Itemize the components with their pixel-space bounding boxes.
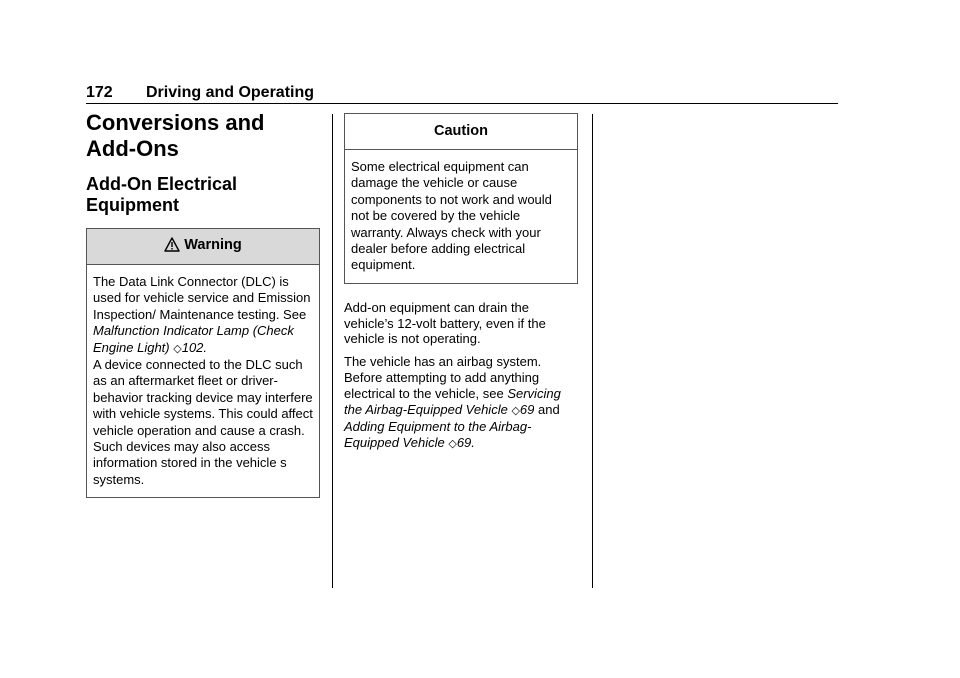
warning-box [86, 228, 320, 498]
and-word: and [538, 401, 560, 417]
column-divider-right [592, 114, 593, 588]
paragraph-battery: Add-on equipment can drain the vehicle’s 12-volt battery, even if the vehicle is not operating. [344, 299, 546, 347]
caution-body [345, 150, 577, 283]
paragraph-airbag: The vehicle has an airbag system. Before attempting to add anything electrical to the vehicle, see Servicing the Airbag-Equipped Vehicle ◇69 and Adding Equipment to the Airbag-Equipped Vehicle ◇69. [344, 354, 561, 451]
column-divider-left [332, 114, 333, 588]
page-number: 172 [86, 84, 113, 101]
caution-text: Some electrical equipment can damage the vehicle or cause components to not work and would not be covered by the vehicle warranty. Always check with your dealer before adding electrical equipment. [351, 159, 552, 273]
airbag-servicing-xref-link[interactable]: Servicing the Airbag-Equipped Vehicle [344, 385, 561, 417]
adding-equipment-xref-link[interactable]: Adding Equipment to the Airbag-Equipped Vehicle [344, 419, 532, 451]
page-ref-arrow-icon: ◇ [511, 404, 520, 417]
adding-equipment-xref-page[interactable]: 69 [456, 435, 472, 451]
left-column [86, 110, 320, 498]
section-heading: Add-On Electrical Equipment [86, 174, 238, 215]
body-text [344, 300, 578, 453]
caution-box [344, 113, 578, 284]
page-header [86, 84, 838, 104]
page-title: Conversions and Add-Ons [86, 110, 265, 161]
warning-body: The Data Link Connector (DLC) is used for vehicle service and Emission Inspection/ Maintenance testing. See Malfunction Indicator Lamp (Check Engine Light) ◇102. A device connected to the DLC such as an aftermarket fleet or driver-behavior tracking device may interfere with vehicle systems. This could affect vehicle operation and cause a crash. Such devices may also access information stored in the vehicle s systems. [93, 274, 313, 487]
warning-label: Warning [184, 237, 242, 253]
warning-header [87, 229, 319, 265]
right-column [344, 113, 578, 460]
section-title: Driving and Operating [146, 84, 315, 101]
warning-text-2: A device connected to the DLC such as an aftermarket fleet or driver-behavior tracking device may interfere with vehicle systems. This could affect vehicle operation and cause a crash. Such devices may also access information stored in the vehicle s systems. [93, 357, 313, 487]
page-ref-arrow-icon: ◇ [448, 438, 457, 451]
paragraph-airbag-text: The vehicle has an airbag system. Before attempting to add anything electrical to the vehicle, see [344, 354, 542, 401]
page-ref-arrow-icon: ◇ [173, 342, 182, 355]
airbag-servicing-xref-page[interactable]: 69 [519, 401, 535, 417]
warning-xref-link[interactable]: Malfunction Indicator Lamp (Check Engine Light) [93, 323, 294, 355]
header-rule [86, 103, 838, 104]
warning-triangle-icon [164, 237, 180, 256]
warning-text-1: The Data Link Connector (DLC) is used for vehicle service and Emission Inspection/ Maintenance testing. See [93, 274, 311, 322]
caution-header: Caution [345, 114, 577, 150]
warning-xref-page[interactable]: 102 [181, 339, 204, 355]
